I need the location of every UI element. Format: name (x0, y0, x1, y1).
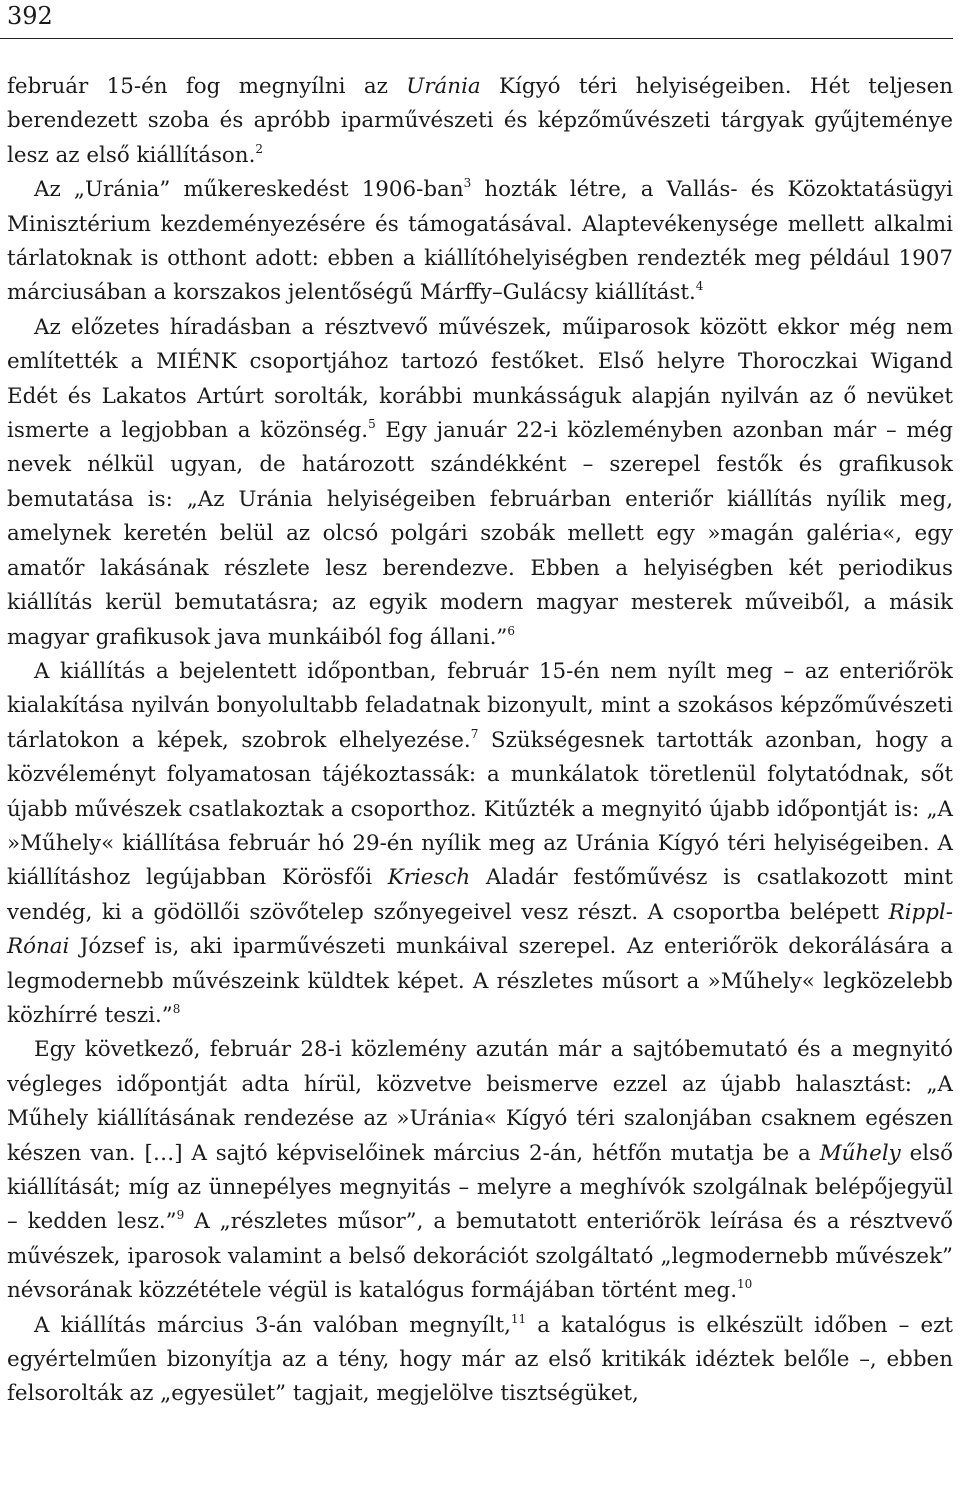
footnote-ref: 11 (510, 1311, 527, 1326)
text-run: A kiállítás március 3-án valóban megnyílt, (34, 1312, 511, 1338)
footnote-ref: 2 (255, 141, 264, 156)
paragraph (7, 1033, 953, 1308)
text-run: József is, aki iparművészeti munkáival szerepel. Az enteriőrök dekorálására a legmodernebb művészeink küldtek képet. A részletes műsort a »Műhely« legközelebb közhírré teszi.” (7, 934, 953, 1028)
footnote-ref: 9 (176, 1208, 185, 1223)
header-rule (0, 38, 953, 39)
footnote-ref: 7 (470, 726, 479, 741)
paragraph (7, 70, 953, 173)
footnote-ref: 8 (172, 1001, 181, 1016)
text-run: Aladár festőművész is csatlakozott mint vendég, ki a gödöllői szövőtelep szőnyegeivel vesz részt. A csoportba belépett (7, 865, 953, 925)
text-run: Szükségesnek tartották azonban, hogy a közvéleményt folyamatosan tájékoztassák: a munkálatok töretlenül folytatódnak, sőt újabb művészek csatlakoztak a csoporthoz. Kitűzték a megnyitó újabb időpontját is: „A »Műhely« kiállítása február hó 29-én nyílik meg az Uránia Kígyó téri helyiségeiben. A kiállításhoz legújabban Körösfői (7, 727, 953, 891)
text-run: Az előzetes híradásban a résztvevő művészek, műiparosok között ekkor még nem említették a MIÉNK csoportjához tartozó festőket. Első helyre Thoroczkai Wigand Edét és Lakatos Artúrt sorolták, korábbi munkásságuk alapján nyilván az ő nevüket ismerte a legjobban a közönség. (7, 314, 953, 444)
footnote-ref: 10 (737, 1277, 753, 1292)
paragraph (7, 173, 953, 311)
italic-text: Kriesch (387, 865, 471, 891)
text-run: A „részletes műsor”, a bemutatott enteriőrök leírása és a résztvevő művészek, iparosok valamint a belső dekorációt szolgáltató „legmodernebb művészek” névsorának közzététele végül is katalógus formájában történt meg. (7, 1209, 953, 1304)
body-text (7, 70, 953, 1412)
text-run: A kiállítás a bejelentett időpontban, február 15-én nem nyílt meg – az enteriőrök kialakítása nyilván bonyolultabb feladatnak bizonyult, mint a szokásos képzőművészeti tárlatokon a képek, szobrok elhelyezése. (7, 658, 953, 753)
text-run: a katalógus is elkészült időben – ezt egyértelműen bizonyítja az a tény, hogy már az első kritikák idéztek belőle –, ebben felsorolták az „egyesület” tagjait, megjelölve tisztségüket, (7, 1312, 953, 1407)
italic-text: Rippl-Rónai (7, 899, 953, 960)
footnote-ref: 3 (463, 176, 472, 191)
footnote-ref: 4 (695, 279, 704, 294)
footnote-ref: 5 (368, 417, 376, 432)
footnote-ref: 6 (507, 623, 515, 638)
italic-text: Uránia (406, 74, 481, 99)
text-run: Kígyó téri helyiségeiben. Hét teljesen berendezett szoba és apróbb iparművészeti és képzőművészeti tárgyak gyűjteménye lesz az első kiállításon. (7, 74, 954, 168)
page-number: 392 (7, 2, 53, 30)
text-run: Egy következő, február 28-i közlemény azután már a sajtóbemutató és a megnyitó végleges időpontját adta hírül, közvetve beismerve ezzel az újabb halasztást: „A Műhely kiállításának rendezése az »Uránia« Kígyó téri szalonjában csaknem egészen készen van. […] A sajtó képviselőinek március 2-án, hétfőn mutatja be a (7, 1037, 953, 1166)
paragraph (7, 311, 953, 655)
text-run: hozták létre, a Vallás- és Közoktatásügyi Minisztérium kezdeményezésére és támogatásával. Alaptevékenysége mellett alkalmi tárlatoknak is otthont adott: ebben a kiállítóhelyiségben rendezték meg például 1907 márciusában a korszakos jelentőségű Márffy–Gulácsy kiállítást. (7, 177, 953, 306)
text-run: Az „Uránia” műkereskedést 1906-ban (34, 177, 464, 203)
text-run: első kiállítását; míg az ünnepélyes megnyitás – melyre a meghívók szolgálnak belépőjegyül – kedden lesz.” (7, 1140, 953, 1235)
text-run: február 15-én fog megnyílni az (7, 74, 407, 99)
italic-text: Műhely (819, 1140, 901, 1166)
paragraph (7, 655, 953, 1033)
text-run: Egy január 22-i közleményben azonban már – még nevek nélkül ugyan, de határozott szándékként – szerepel festők és grafikusok bemutatása is: „Az Uránia helyiségeiben februárban enteriőr kiállítás nyílik meg, amelynek keretén belül az olcsó polgári szobák mellett egy »magán galéria«, egy amatőr lakásának részlete lesz berendezve. Ebben a helyiségben két periodikus kiállítás kerül bemutatásra; az egyik modern magyar mesterek műveiből, a másik magyar grafikusok java munkáiból fog állani.” (7, 418, 953, 650)
paragraph (7, 1309, 953, 1412)
